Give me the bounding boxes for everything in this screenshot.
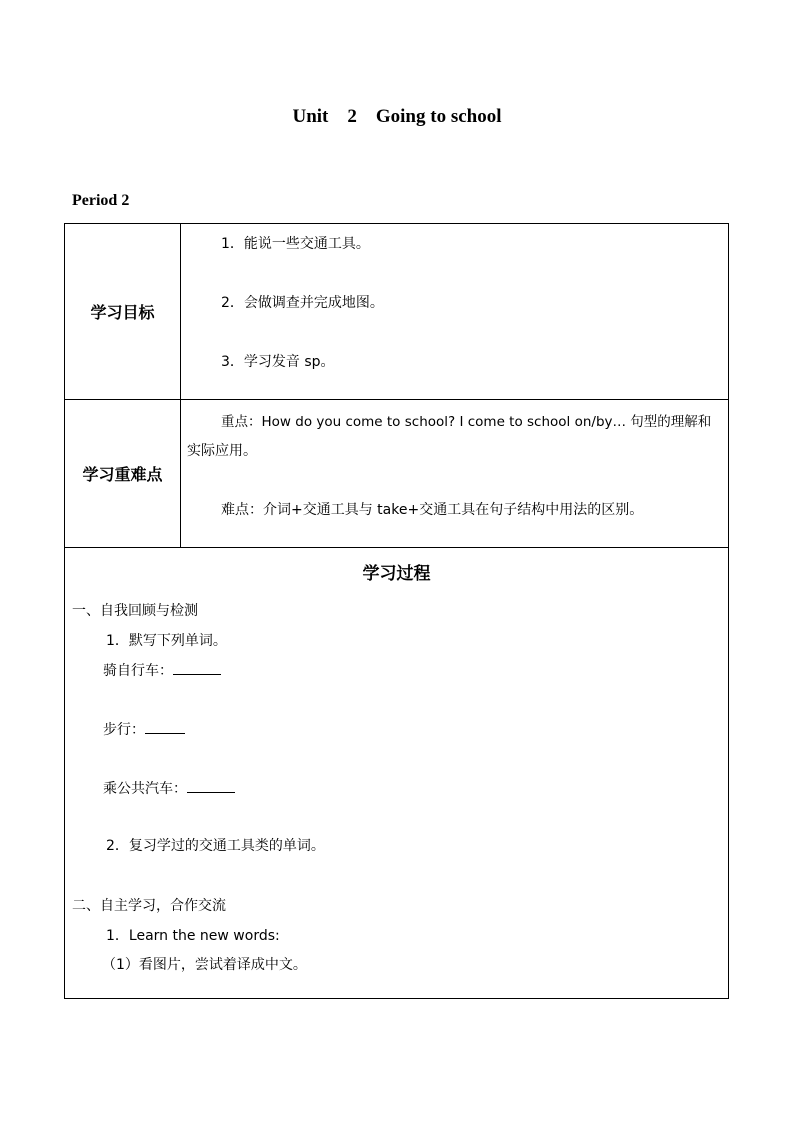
- word-walk-row: [103, 719, 185, 739]
- focus-line-1: 重点：How do you come to school? I come to school on/by… 句型的理解和: [221, 414, 712, 430]
- word-bus-row: [103, 778, 235, 798]
- lesson-table: [64, 223, 729, 999]
- focus-line-2: 实际应用。: [187, 443, 257, 459]
- process-title: 学习过程: [362, 564, 431, 584]
- translate-instruction: （1）看图片，尝试着译成中文。: [102, 957, 307, 973]
- key-points-row: [65, 400, 728, 548]
- word-bike-label: 骑自行车：: [103, 663, 173, 679]
- objectives-label: 学习目标: [65, 224, 181, 399]
- period-label: Period 2: [72, 192, 130, 209]
- word-bike-row: [103, 660, 221, 680]
- word-walk-label: 步行：: [103, 722, 145, 738]
- objectives-content: [181, 224, 728, 399]
- section1-heading: 一、自我回顾与检测: [72, 603, 198, 619]
- word-bike-blank[interactable]: [173, 662, 221, 675]
- key-points-label: 学习重难点: [65, 400, 181, 547]
- task1-label: 1．默写下列单词。: [106, 633, 227, 649]
- objective-item-1: 1．能说一些交通工具。: [221, 236, 370, 252]
- objective-item-3: 3．学习发音 sp。: [221, 354, 335, 370]
- word-bus-blank[interactable]: [187, 780, 235, 793]
- word-walk-blank[interactable]: [145, 721, 185, 734]
- section2-heading: 二、自主学习，合作交流: [72, 898, 226, 914]
- key-points-content: [181, 400, 728, 547]
- task2-label: 2．复习学过的交通工具类的单词。: [106, 838, 325, 854]
- difficulty-line: 难点：介词+交通工具与 take+交通工具在句子结构中用法的区别。: [221, 502, 644, 518]
- word-bus-label: 乘公共汽车：: [103, 781, 187, 797]
- objectives-row: [65, 224, 728, 400]
- document-title: Unit 2 Going to school: [292, 106, 502, 127]
- learn-words-label: 1．Learn the new words:: [106, 928, 280, 944]
- objective-item-2: 2．会做调查并完成地图。: [221, 295, 384, 311]
